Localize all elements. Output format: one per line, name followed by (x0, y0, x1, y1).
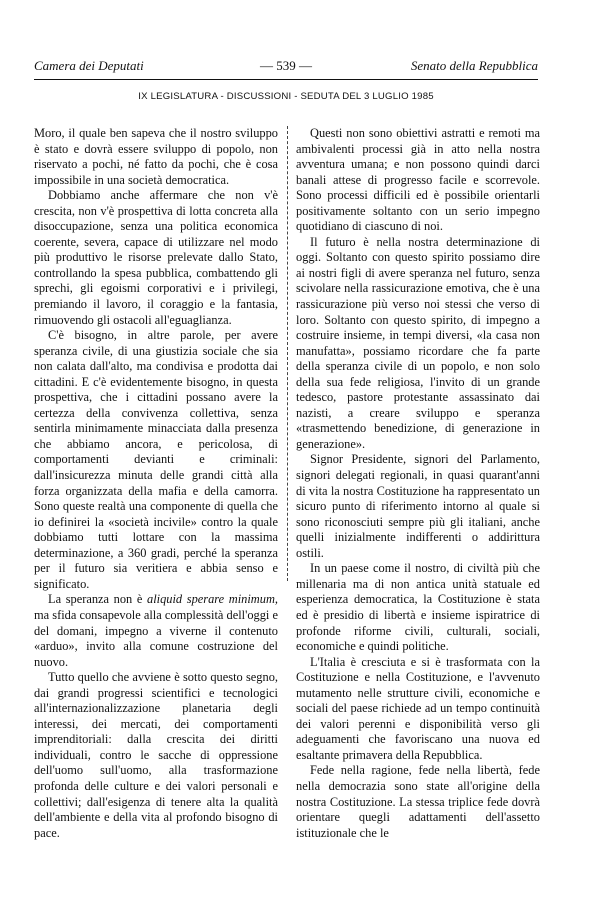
paragraph-text: ma sfida consapevole alla complessità dell'oggi e del domani, impegno a viverne il contenuto «arduo», invito alla comune costruzione del nuovo. (34, 607, 278, 669)
paragraph (34, 592, 278, 670)
paragraph: Tutto quello che avviene è sotto questo segno, dai grandi progressi scientifici e tecnologici all'internazionalizzazione planetaria degli interessi, dei mercati, dei comportamenti imprenditoriali: dalla crescita dei diritti individuali, contro le sacche di oppressione dell'uomo sull'uomo, alla trasformazione profonda delle culture e dei valori personali e collettivi; dall'esigenza di tenere alta la qualità dell'ambiente e della vita al profondo bisogno di pace. (34, 670, 278, 840)
column-divider (287, 126, 288, 581)
paragraph: Questi non sono obiettivi astratti e remoti ma ambivalenti processi già in atto nella nostra avventura umana; e non possono quindi darci banali attese di progresso facile e scorrevole. Sono processi difficili ed è possibile orientarli positivamente soltanto con un serio impegno quotidiano di ciascuno di noi. (296, 126, 540, 234)
page-number: — 539 — (260, 58, 312, 73)
paragraph: Signor Presidente, signori del Parlamento, signori delegati regionali, in quasi quarant'anni di vita la nostra Costituzione ha rappresentato un sicuro punto di riferimento intorno al quale si sono riconosciuti sempre più gli italiani, anche quelli inizialmente indifferenti o addirittura ostili. (296, 452, 540, 560)
header-senate-label: Senato della Repubblica (410, 58, 538, 73)
left-text-column (34, 126, 278, 841)
paragraph: L'Italia è cresciuta e si è trasformata con la Costituzione e nella Costituzione, e l'avvenuto mutamento nelle strutture civili, economiche e sociali del paese richiede ad un tempo continuità dei valori perenni e disponibilità verso gli adeguamenti che favoriscano una nuova ed esaltante primavera della Repubblica. (296, 654, 540, 762)
paragraph: Dobbiamo anche affermare che non v'è crescita, non v'è prospettiva di lotta concreta alla disoccupazione, senza una politica economica coerente, severa, capace di utilizzare nel modo più produttivo le risorse prelevate dallo Stato, controllando la spesa pubblica, combattendo gli sprechi, gli egoismi corporativi e i privilegi, premiando il lavoro, il coraggio e la fantasia, rimuovendo gli ostacoli all'eguaglianza. (34, 188, 278, 327)
header-chamber-label: Camera dei Deputati (34, 58, 144, 73)
header-rule (34, 79, 538, 80)
session-subheader: IX LEGISLATURA - DISCUSSIONI - SEDUTA DEL 3 LUGLIO 1985 (138, 91, 434, 102)
paragraph-text: La speranza non è (48, 592, 148, 607)
latin-phrase: aliquid sperare minimum, (147, 592, 278, 607)
paragraph: In un paese come il nostro, di civiltà più che millenaria ma di non antica unità statuale ed esperienza democratica, la Costituzione è stata ed è presidio di libertà e insieme ispiratrice di profonde riforme civili, culturali, sociali, economiche e quindi politiche. (296, 561, 540, 654)
paragraph: Il futuro è nella nostra determinazione di oggi. Soltanto con questo spirito possiamo dire ai nostri figli di avere speranza nel futuro, senza scivolare nella rassicurazione emotiva, che è una rassicurazione più verso noi stessi che verso di loro. Soltanto con questo spirito, di impegno a costruire insieme, in tempi diversi, «la casa non manufatta», possiamo ricordare che fa parte della speranza civile di un popolo, e non solo della sua fede religiosa, l'invito di un grande tedesco, pastore protestante assassinato dai nazisti, a creare sviluppo e speranza «trasmettendo benedizione, di generazione in generazione». (296, 234, 540, 451)
paragraph: Moro, il quale ben sapeva che il nostro sviluppo è stato e dovrà essere sviluppo di popolo, non riservato a pochi, né fatto da pochi, che è cosa impossibile in una società democratica. (34, 126, 278, 187)
paragraph: Fede nella ragione, fede nella libertà, fede nella democrazia sono state all'origine della nostra Costituzione. La stessa triplice fede dovrà orientare quegli adattamenti dell'assetto istituzionale che le (296, 763, 540, 840)
right-text-column (296, 126, 540, 841)
paragraph: C'è bisogno, in altre parole, per avere speranza civile, di una giustizia sociale che sia non calata dall'alto, ma condivisa e prodotta dai cittadini. E c'è evidentemente bisogno, in questa prospettiva, che i cittadini possano avere la certezza della convivenza collettiva, senza sentirla minimamente minacciata dalla presenza che abbiamo ancora, e pericolosa, di comportamenti devianti e criminali: dall'insicurezza minuta delle grandi città alla forza organizzata della mafia e della camorra. Sono queste realtà una componente di quella che io definirei la «società incivile» contro la quale dobbiamo tutti lottare con la massima determinazione, a 360 gradi, perché la speranza per il futuro sia veritiera e abbia senso e significato. (34, 328, 278, 591)
